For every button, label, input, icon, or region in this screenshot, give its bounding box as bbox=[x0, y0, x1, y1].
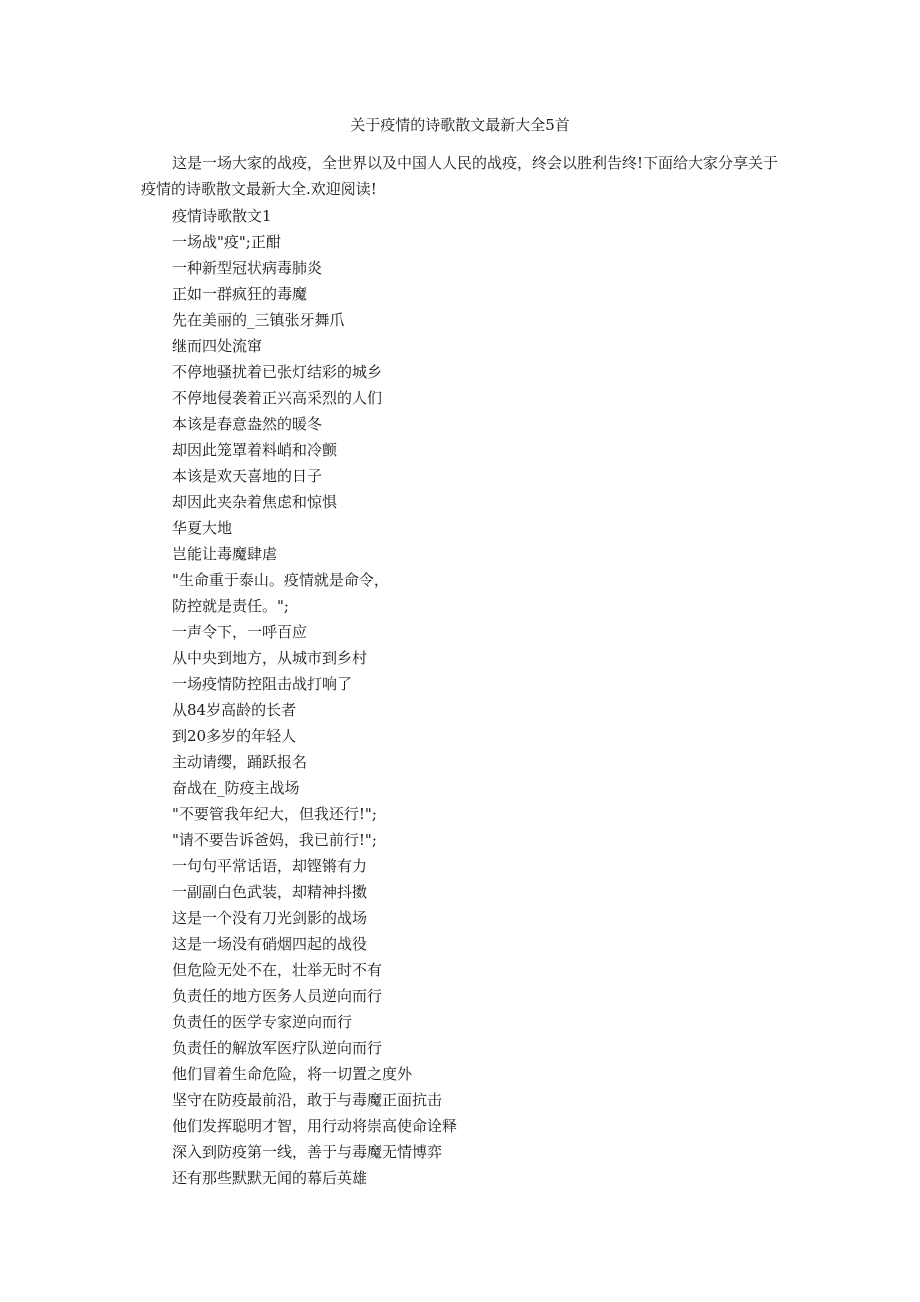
poem-line: 负责任的解放军医疗队逆向而行 bbox=[172, 1039, 383, 1057]
poem-line: 一场战"疫";正酣 bbox=[172, 233, 281, 251]
poem-line: 从中央到地方，从城市到乡村 bbox=[172, 649, 368, 667]
document-title: 关于疫情的诗歌散文最新大全5首 bbox=[350, 116, 570, 134]
poem-line: 坚守在防疫最前沿，敢于与毒魔正面抗击 bbox=[172, 1091, 443, 1109]
poem-line: 防控就是责任。"; bbox=[172, 597, 289, 615]
poem-line: 但危险无处不在，壮举无时不有 bbox=[172, 961, 383, 979]
poem-line: 这是一个没有刀光剑影的战场 bbox=[172, 909, 368, 927]
poem-line: 不停地骚扰着已张灯结彩的城乡 bbox=[172, 363, 383, 381]
poem-line: 不停地侵袭着正兴高采烈的人们 bbox=[172, 389, 383, 407]
poem-line: "生命重于泰山。疫情就是命令， bbox=[172, 571, 389, 589]
intro-text: 这是一场大家的战疫，全世界以及中国人人民的战疫，终会以胜利告终!下面给大家分享关于疫情的诗歌散文最新大全.欢迎阅读! bbox=[141, 154, 779, 198]
poem-line: 他们发挥聪明才智，用行动将崇高使命诠释 bbox=[172, 1117, 458, 1135]
poem-line: 一声令下，一呼百应 bbox=[172, 623, 308, 641]
poem-line: 奋战在_防疫主战场 bbox=[172, 779, 300, 797]
poem-line: 先在美丽的_三镇张牙舞爪 bbox=[172, 311, 345, 329]
intro-paragraph bbox=[141, 150, 791, 202]
poem-line: 却因此笼罩着料峭和冷颤 bbox=[172, 441, 338, 459]
poem-line: 一场疫情防控阻击战打响了 bbox=[172, 675, 353, 693]
poem-line: 一副副白色武装，却精神抖擞 bbox=[172, 883, 368, 901]
poem-line: 深入到防疫第一线，善于与毒魔无情博弈 bbox=[172, 1143, 443, 1161]
section-heading: 疫情诗歌散文1 bbox=[172, 207, 272, 225]
poem-line: 本该是欢天喜地的日子 bbox=[172, 467, 323, 485]
poem-line: 还有那些默默无闻的幕后英雄 bbox=[172, 1169, 368, 1187]
poem-line: 继而四处流窜 bbox=[172, 337, 263, 355]
poem-line: "请不要告诉爸妈，我已前行!"; bbox=[172, 831, 377, 849]
poem-line: 负责任的地方医务人员逆向而行 bbox=[172, 987, 383, 1005]
poem-line: 华夏大地 bbox=[172, 519, 233, 537]
poem-line: 岂能让毒魔肆虐 bbox=[172, 545, 278, 563]
poem-line: 到20多岁的年轻人 bbox=[172, 727, 297, 745]
poem-body bbox=[172, 203, 457, 1191]
poem-line: 正如一群疯狂的毒魔 bbox=[172, 285, 308, 303]
poem-line: 他们冒着生命危险，将一切置之度外 bbox=[172, 1065, 413, 1083]
poem-line: 从84岁高龄的长者 bbox=[172, 701, 297, 719]
poem-line: 本该是春意盎然的暖冬 bbox=[172, 415, 323, 433]
poem-line: 负责任的医学专家逆向而行 bbox=[172, 1013, 353, 1031]
poem-line: 一种新型冠状病毒肺炎 bbox=[172, 259, 323, 277]
poem-line: "不要管我年纪大，但我还行!"; bbox=[172, 805, 377, 823]
poem-line: 主动请缨，踊跃报名 bbox=[172, 753, 308, 771]
poem-line: 这是一场没有硝烟四起的战役 bbox=[172, 935, 368, 953]
poem-line: 一句句平常话语，却铿锵有力 bbox=[172, 857, 368, 875]
poem-line: 却因此夹杂着焦虑和惊惧 bbox=[172, 493, 338, 511]
